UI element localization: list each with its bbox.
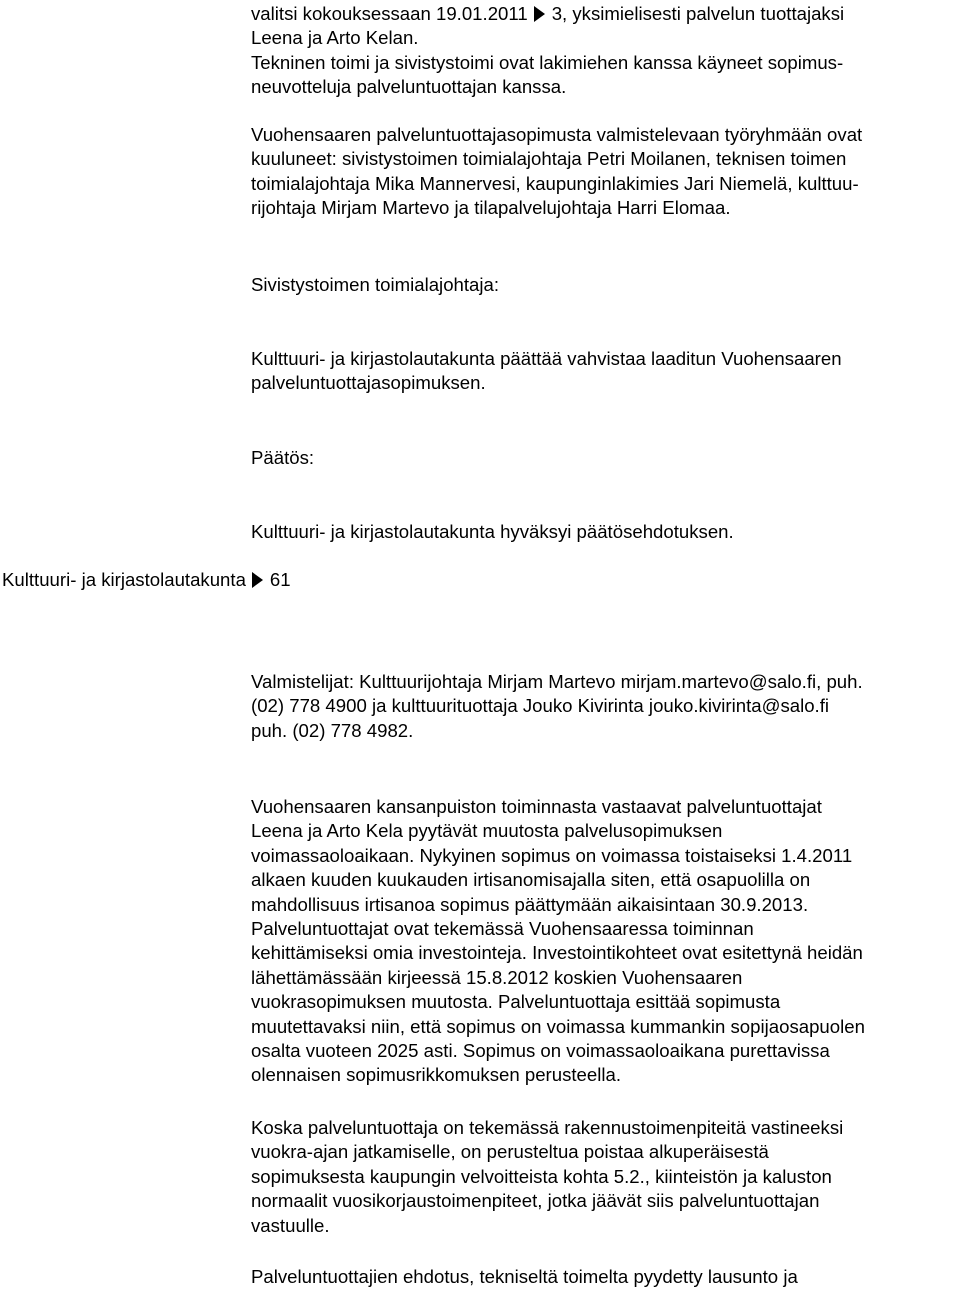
text-line: rijohtaja Mirjam Martevo ja tilapalvelujohtaja Harri Elomaa. — [251, 197, 731, 219]
text-line: valitsi kokouksessaan 19.01.2011 3, yksimielisesti palvelun tuottajaksi — [251, 3, 845, 24]
text-line: lähettämässään kirjeessä 15.8.2012 koskien Vuohensaaren — [251, 966, 743, 988]
text-line: Leena ja Arto Kelan. — [251, 27, 419, 49]
director-heading — [251, 273, 959, 297]
text-line: vuokrasopimuksen muutosta. Palveluntuottaja esittää sopimusta — [251, 991, 781, 1013]
proposal-paragraph — [251, 347, 959, 396]
text-line: (02) 778 4900 ja kulttuurituottaja Jouko Kivirinta jouko.kivirinta@salo.fi — [251, 695, 830, 717]
decision-paragraph — [251, 520, 959, 544]
text-line: Leena ja Arto Kela pyytävät muutosta palvelusopimuksen — [251, 820, 723, 842]
text-line: Palveluntuottajien ehdotus, tekniseltä toimelta pyydetty lausunto ja — [251, 1266, 798, 1287]
text-line: Kulttuuri- ja kirjastolautakunta päättää vahvistaa laaditun Vuohensaaren — [251, 348, 842, 369]
text-line: toimialajohtaja Mika Mannervesi, kaupunginlakimies Jari Niemelä, kulttuu- — [251, 172, 859, 194]
text-line: Päätös: — [251, 447, 315, 468]
section-arrow-icon — [534, 6, 545, 22]
text-line: Kulttuuri- ja kirjastolautakunta hyväksyi päätösehdotuksen. — [251, 521, 734, 542]
text-line: osalta vuoteen 2025 asti. Sopimus on voimassaoloaikana purettavissa — [251, 1040, 830, 1062]
text-line: Vuohensaaren kansanpuiston toiminnasta vastaavat palveluntuottajat — [251, 796, 822, 817]
text-line: neuvotteluja palveluntuottajan kanssa. — [251, 76, 567, 98]
preparers-paragraph — [251, 670, 959, 743]
working-group-paragraph — [251, 123, 959, 221]
text-line: sopimuksesta kaupungin velvoitteista kohta 5.2., kiinteistön ja kaluston — [251, 1165, 832, 1187]
text-line: Sivistystoimen toimialajohtaja: — [251, 274, 500, 295]
text-line: Tekninen toimi ja sivistystoimi ovat lakimiehen kanssa käyneet sopimus- — [251, 51, 844, 73]
text-line: Valmistelijat: Kulttuurijohtaja Mirjam Martevo mirjam.martevo@salo.fi, puh. — [251, 671, 863, 692]
decision-heading — [251, 446, 959, 470]
committee-section-label — [2, 568, 291, 592]
text-line: alkaen kuuden kuukauden irtisanomisajalla siten, että osapuolilla on — [251, 869, 811, 891]
lease-info-paragraph — [251, 795, 959, 1088]
text-line: Palveluntuottajat ovat tekemässä Vuohensaaressa toiminnan — [251, 918, 754, 940]
text-line: normaalit vuosikorjaustoimenpiteet, jotka jäävät siis palveluntuottajan — [251, 1190, 820, 1212]
text-line: olennaisen sopimusrikkomuksen perusteella. — [251, 1064, 622, 1086]
text-line: vuokra-ajan jatkamiselle, on perusteltua poistaa alkuperäisestä — [251, 1141, 769, 1163]
text-line: voimassaoloaikaan. Nykyinen sopimus on voimassa toistaiseksi 1.4.2011 — [251, 844, 853, 866]
text-line: Vuohensaaren palveluntuottajasopimusta valmistelevaan työryhmään ovat — [251, 124, 863, 145]
section-number: 61 — [269, 569, 291, 590]
renovation-paragraph — [251, 1116, 959, 1238]
committee-name: Kulttuuri- ja kirjastolautakunta — [2, 569, 246, 590]
intro-continuation — [251, 2, 959, 100]
text-line: vastuulle. — [251, 1214, 330, 1236]
text-line: Koska palveluntuottaja on tekemässä rakennustoimenpiteitä vastineeksi — [251, 1117, 844, 1138]
closing-paragraph — [251, 1265, 959, 1289]
text-line: muutettavaksi niin, että sopimus on voimassa kummankin sopijaosapuolen — [251, 1015, 865, 1037]
text-line: puh. (02) 778 4982. — [251, 719, 414, 741]
text-line: mahdollisuus irtisanoa sopimus päättymään aikaisintaan 30.9.2013. — [251, 893, 809, 915]
text-line: palveluntuottajasopimuksen. — [251, 372, 486, 394]
text-line: kehittämiseksi omia investointeja. Investointikohteet ovat esitettynä heidän — [251, 942, 863, 964]
section-arrow-icon — [252, 572, 263, 588]
text-line: kuuluneet: sivistystoimen toimialajohtaja Petri Moilanen, teknisen toimen — [251, 148, 847, 170]
